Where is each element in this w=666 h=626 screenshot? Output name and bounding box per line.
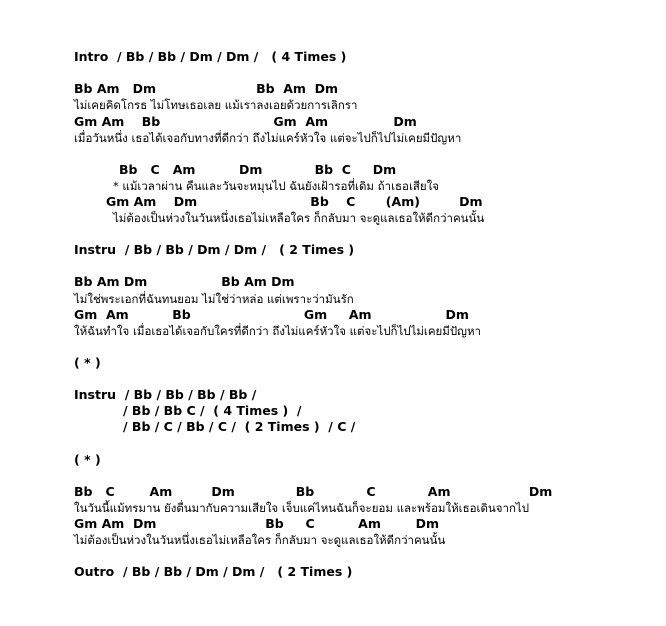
verse2-lyrics-2: ให้ฉันทำใจ เมื่อเธอได้เจอกับใครที่ดีกว่า ถึงไม่แคร์หัวใจ แต่จะไปก็ไปไม่เคยมีปัญหา xyxy=(74,324,482,338)
verse1-lyrics-2: เมื่อวันหนึ่ง เธอได้เจอกับทางที่ดีกว่า ถึงไม่แคร์หัวใจ แต่จะไปก็ไปไม่เคยมีปัญหา xyxy=(74,131,462,145)
verse1-chords-2: Gm Am Bb Gm Am Dm xyxy=(74,114,417,129)
chorus-reference-1: ( * ) xyxy=(74,355,101,370)
verse2-chords-2: Gm Am Bb Gm Am Dm xyxy=(74,307,469,322)
instru-line-1: Instru / Bb / Bb / Dm / Dm / ( 2 Times ) xyxy=(74,242,355,257)
outro-line: Outro / Bb / Bb / Dm / Dm / ( 2 Times ) xyxy=(74,564,353,579)
verse1-lyrics-1: ไม่เคยคิดโกรธ ไม่โทษเธอเลย แม้เราลงเอยด้วยการเลิกรา xyxy=(74,98,358,112)
intro-line: Intro / Bb / Bb / Dm / Dm / ( 4 Times ) xyxy=(74,49,347,64)
bridge-chords-1: Bb C Am Dm Bb C Am Dm xyxy=(74,484,553,499)
verse1-chords-1: Bb Am Dm Bb Am Dm xyxy=(74,81,339,96)
instru-line-2: Instru / Bb / Bb / Bb / Bb / xyxy=(74,387,257,402)
instru-line-2c: / Bb / C / Bb / C / ( 2 Times ) / C / xyxy=(123,419,356,434)
bridge-lyrics-2: ไม่ต้องเป็นห่วงในวันหนึ่งเธอไม่เหลือใคร ก็กลับมา จะดูแลเธอให้ดีกว่าคนนั้น xyxy=(74,533,446,547)
chorus-chords-1: Bb C Am Dm Bb C Dm xyxy=(119,162,397,177)
chorus-reference-2: ( * ) xyxy=(74,452,101,467)
bridge-lyrics-1: ในวันนี้แม้ทรมาน ยังตื่นมากับความเสียใจ เจ็บแค่ไหนฉันก็จะยอม และพร้อมให้เธอเดินจากไป xyxy=(74,501,530,515)
chorus-lyrics-2: ไม่ต้องเป็นห่วงในวันหนึ่งเธอไม่เหลือใคร ก็กลับมา จะดูแลเธอให้ดีกว่าคนนั้น xyxy=(113,211,485,225)
chorus-chords-2: Gm Am Dm Bb C (Am) Dm xyxy=(106,194,483,209)
instru-line-2b: / Bb / Bb C / ( 4 Times ) / xyxy=(123,403,302,418)
verse2-chords-1: Bb Am Dm Bb Am Dm xyxy=(74,274,295,289)
chorus-lyrics-1: * แม้เวลาผ่าน คืนและวันจะหมุนไป ฉันยังเฝ้ารอที่เดิม ถ้าเธอเสียใจ xyxy=(113,179,439,193)
bridge-chords-2: Gm Am Dm Bb C Am Dm xyxy=(74,516,440,531)
verse2-lyrics-1: ไม่ใช่พระเอกที่ฉันทนยอม ไม่ใช่ว่าหล่อ แต่เพราะว่ามันรัก xyxy=(74,292,354,306)
